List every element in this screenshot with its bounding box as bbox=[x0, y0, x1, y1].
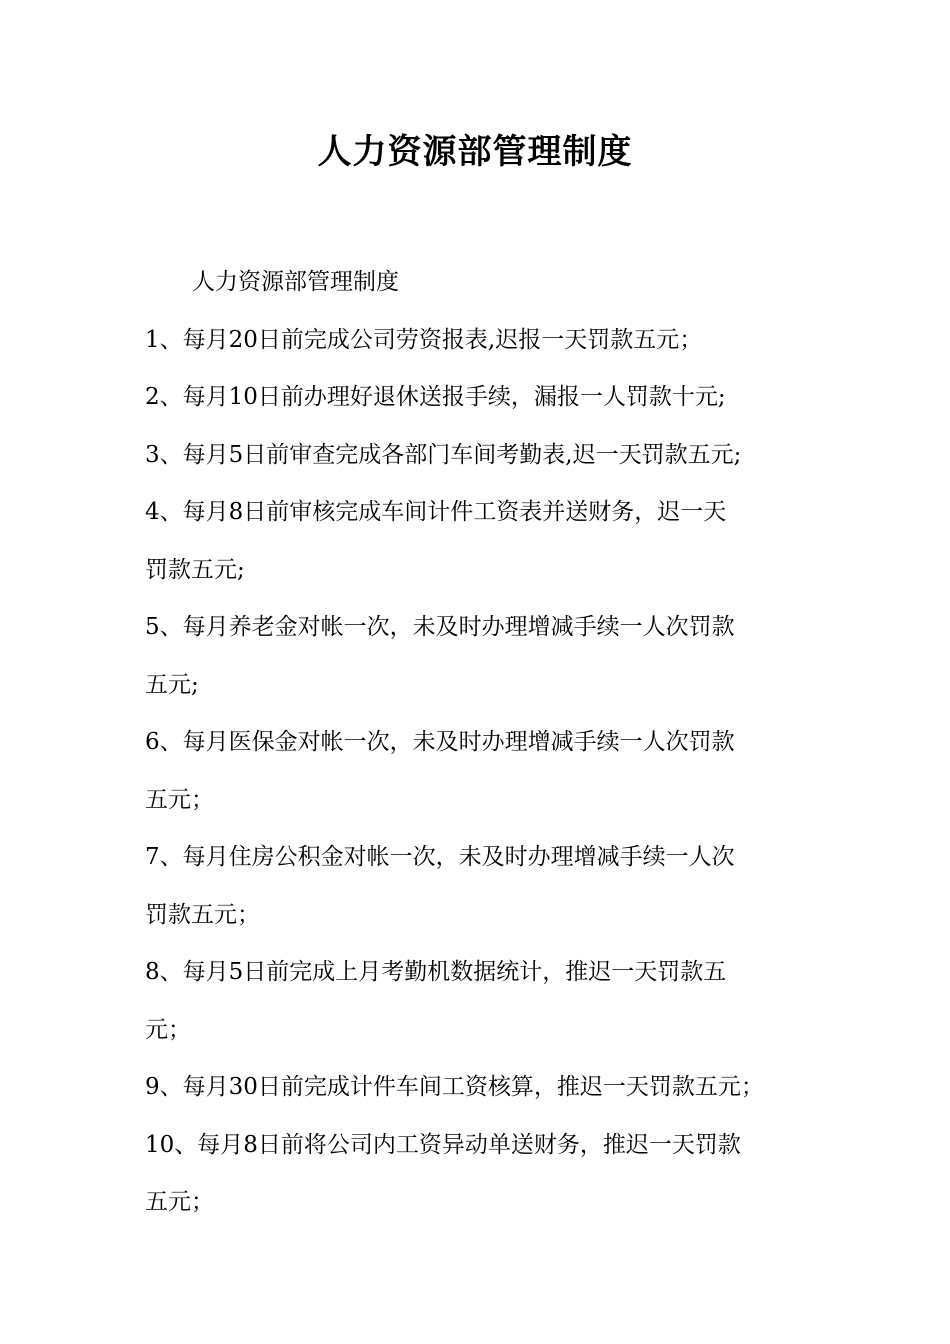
rule-line: 7、每月住房公积金对帐一次，未及时办理增减手续一人次 bbox=[145, 844, 735, 870]
rule-line: 五元; bbox=[145, 671, 199, 698]
rule-line: 元； bbox=[145, 1016, 191, 1043]
rule-line: 8、每月5日前完成上月考勤机数据统计，推迟一天罚款五 bbox=[145, 959, 727, 985]
rule-line: 五元； bbox=[145, 786, 214, 813]
rule-line: 9、每月30日前完成计件车间工资核算，推迟一天罚款五元； bbox=[145, 1074, 764, 1100]
rule-line: 五元； bbox=[145, 1189, 214, 1215]
rule-line: 6、每月医保金对帐一次，未及时办理增减手续一人次罚款 bbox=[145, 729, 735, 755]
rule-line: 3、每月5日前审查完成各部门车间考勤表,迟一天罚款五元; bbox=[145, 441, 742, 468]
rule-line: 10、每月8日前将公司内工资异动单送财务，推迟一天罚款 bbox=[145, 1131, 741, 1158]
rule-line: 5、每月养老金对帐一次，未及时办理增减手续一人次罚款 bbox=[145, 614, 735, 640]
rule-line: 罚款五元； bbox=[145, 901, 260, 928]
document-body bbox=[145, 254, 845, 1232]
document-title: 人力资源部管理制度 bbox=[317, 132, 633, 172]
rule-line: 罚款五元; bbox=[145, 556, 245, 583]
document-subtitle: 人力资源部管理制度 bbox=[192, 269, 399, 295]
rule-line: 2、每月10日前办理好退休送报手续，漏报一人罚款十元; bbox=[145, 384, 726, 410]
rule-line: 4、每月8日前审核完成车间计件工资表并送财务，迟一天 bbox=[145, 499, 727, 525]
rule-line: 1、每月20日前完成公司劳资报表,迟报一天罚款五元； bbox=[145, 326, 703, 353]
